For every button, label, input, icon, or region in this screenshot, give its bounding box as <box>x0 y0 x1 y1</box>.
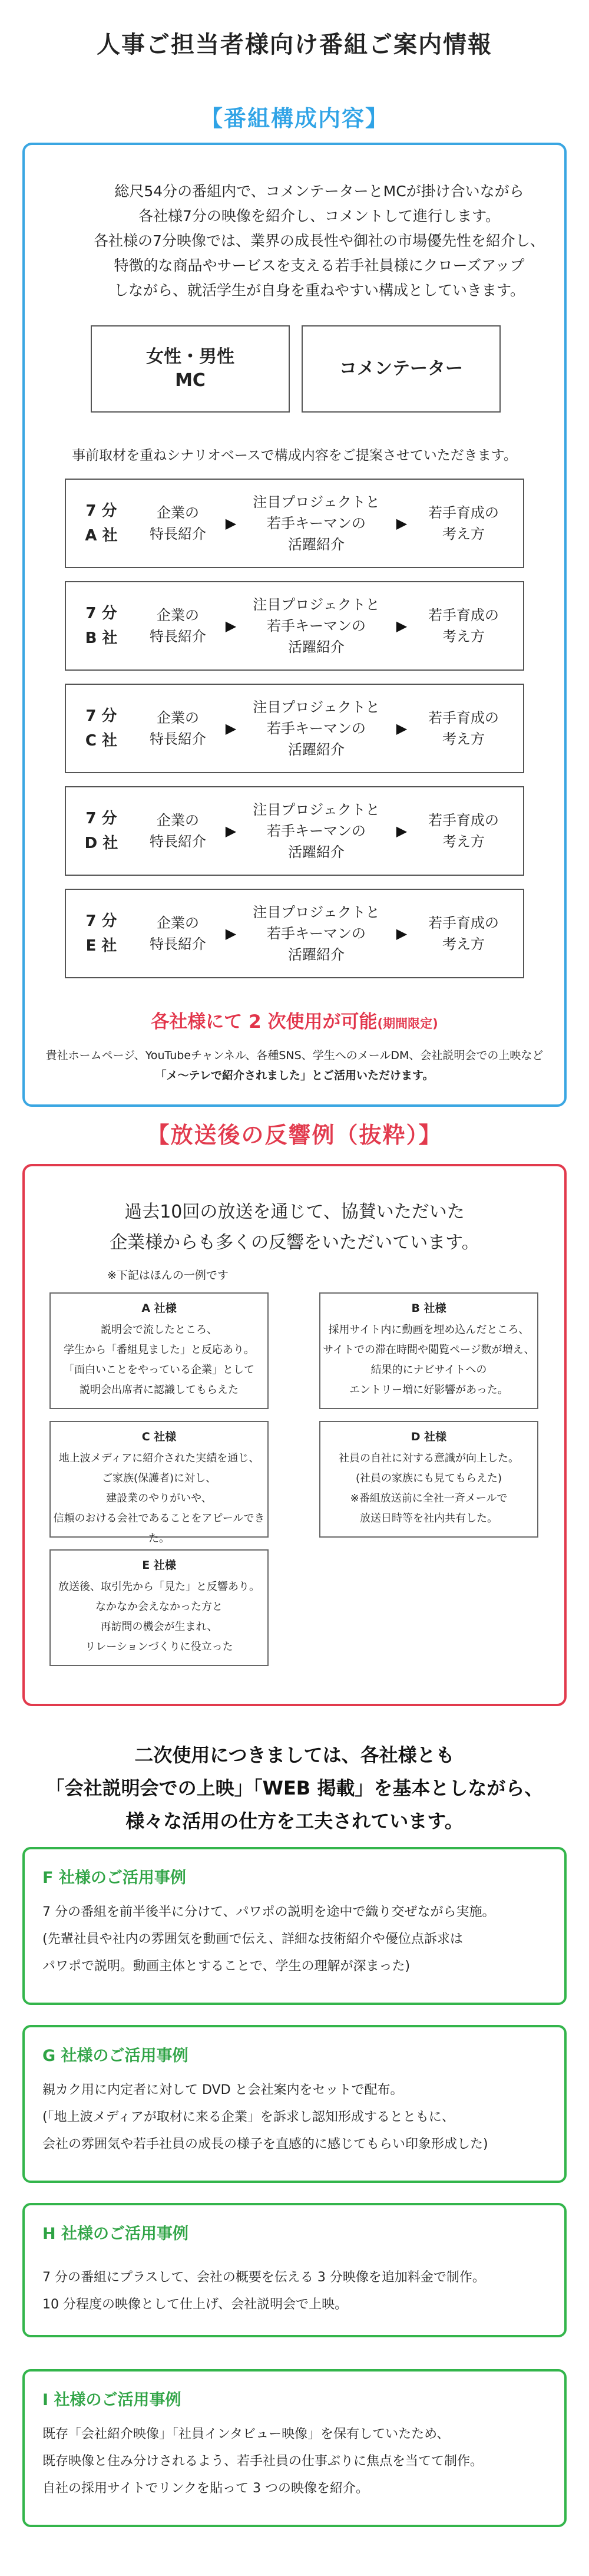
segment-step-project: 注目プロジェクトと 若手キーマンの 活躍紹介 <box>253 904 380 963</box>
case-line: (「地上波メディアが取材に来る企業」を訴求し認知形成するとともに、 <box>42 2110 455 2125</box>
reaction-text: 採用サイト内に動画を埋め込んだところ、 サイトでの滞在時間や閲覧ページ数が増え、 結果的にナビサイトへの エントリー増に好影響があった。 <box>323 1324 535 1396</box>
structure-box <box>22 143 567 1107</box>
structure-heading: 【番組構成内容】 <box>200 105 389 131</box>
arrow-right-icon: ▶ <box>225 925 237 942</box>
segment-company: 7 分 E 社 <box>85 912 117 955</box>
segment-step-feature: 企業の 特長紹介 <box>150 812 206 850</box>
segment-row <box>65 684 524 773</box>
case-line: 7 分の番組を前半後半に分けて、パワポの説明を途中で織り交ぜながら実施。 <box>42 1905 495 1919</box>
segment-step-feature: 企業の 特長紹介 <box>150 915 206 952</box>
reaction-text: 社員の自社に対する意識が向上した。 (社員の家族にも見てもらえた) ※番組放送前に全社一斉メールで 放送日時等を社内共有した。 <box>339 1452 519 1525</box>
segment-step-training: 若手育成の 考え方 <box>428 915 499 952</box>
case-line: 自社の採用サイトでリンクを貼って 3 つの映像を紹介。 <box>42 2481 369 2496</box>
segment-row <box>65 581 524 671</box>
reaction-card <box>49 1549 269 1666</box>
arrow-right-icon: ▶ <box>396 720 408 737</box>
commentator-box: コメンテーター <box>302 325 501 413</box>
reaction-text: 地上波メディアに紹介された実績を通じ、 ご家族(保護者)に対し、 建設業のやりがいや、 信頼のおける会社であることをアピールできた。 <box>53 1452 265 1545</box>
closing-line: 様々な活用の仕方を工夫されています。 <box>125 1810 464 1832</box>
reactions-note: ※下記はほんの一例です <box>107 1269 229 1282</box>
segment-step-project: 注目プロジェクトと 若手キーマンの 活躍紹介 <box>253 699 380 758</box>
segment-step-project: 注目プロジェクトと 若手キーマンの 活躍紹介 <box>253 494 380 553</box>
reaction-company: E 社様 <box>142 1559 176 1572</box>
reuse-note <box>25 1045 564 1086</box>
arrow-right-icon: ▶ <box>225 618 237 634</box>
reaction-company: B 社様 <box>411 1302 446 1315</box>
reuse-period: (期間限定) <box>377 1017 438 1031</box>
reactions-lead <box>25 1197 564 1258</box>
closing-line: 二次使用につきましては、各社様とも <box>134 1744 455 1766</box>
reaction-card <box>319 1421 538 1538</box>
segment-step-feature: 企業の 特長紹介 <box>150 710 206 747</box>
case-line: 既存映像と住み分けされるよう、若手社員の仕事ぶりに焦点を当てて制作。 <box>42 2454 484 2469</box>
case-box <box>22 1847 567 2005</box>
arrow-right-icon: ▶ <box>396 618 408 634</box>
case-line: 10 分程度の映像として仕上げ、会社説明会で上映。 <box>42 2297 348 2312</box>
case-title: G 社様のご活用事例 <box>42 2047 188 2065</box>
reactions-lead-line: 企業様からも多くの反響をいただいています。 <box>110 1232 479 1253</box>
arrow-right-icon: ▶ <box>396 515 408 532</box>
reuse-note-line: 貴社ホームページ、YouTubeチャンネル、各種SNS、学生へのメールDM、会社説明会での上映など <box>45 1049 544 1062</box>
reuse-headline <box>25 1007 564 1033</box>
segment-company: 7 分 A 社 <box>85 502 118 545</box>
case-title: F 社様のご活用事例 <box>42 1869 186 1887</box>
segment-company: 7 分 C 社 <box>85 707 118 750</box>
segment-step-training: 若手育成の 考え方 <box>428 607 499 645</box>
reaction-company: C 社様 <box>141 1430 177 1443</box>
segment-step-training: 若手育成の 考え方 <box>428 504 499 542</box>
case-box <box>22 2369 567 2527</box>
segment-step-feature: 企業の 特長紹介 <box>150 504 206 542</box>
page-title: 人事ご担当者様向け番組ご案内情報 <box>97 31 492 58</box>
segment-company: 7 分 B 社 <box>85 605 118 647</box>
case-line: 既存「会社紹介映像」「社員インタビュー映像」を保有していたため、 <box>42 2427 450 2442</box>
segment-row <box>65 889 524 978</box>
arrow-right-icon: ▶ <box>225 720 237 737</box>
reaction-card <box>49 1421 269 1545</box>
reaction-text: 説明会で流したところ、 学生から「番組見ました」と反応あり。 「面白いことをやっている企業」として 説明会出席者に認識してもらえた <box>64 1324 254 1396</box>
case-line: 会社の雰囲気や若手社員の成長の様子を直感的に感じてもらい印象形成した) <box>42 2137 488 2152</box>
segment-step-training: 若手育成の 考え方 <box>428 812 499 850</box>
structure-intro <box>84 179 555 303</box>
reaction-text: 放送後、取引先から「見た」と反響あり。 なかなか会えなかった方と 再訪問の機会が生まれ、 リレーションづくりに役立った <box>58 1581 260 1653</box>
mc-box: 女性・男性 MC <box>91 325 290 413</box>
case-title: H 社様のご活用事例 <box>42 2225 188 2243</box>
segment-company: 7 分 D 社 <box>84 810 118 852</box>
segment-row <box>65 786 524 876</box>
case-line: 親カク用に内定者に対して DVD と会社案内をセットで配布。 <box>42 2083 403 2097</box>
intro-line: しながら、就活学生が自身を重ねやすい構成としていきます。 <box>113 282 525 299</box>
reuse-main: 各社様にて 2 次使用が可能 <box>151 1011 378 1033</box>
segment-step-training: 若手育成の 考え方 <box>428 710 499 747</box>
case-line: (先輩社員や社内の雰囲気を動画で伝え、詳細な技術紹介や優位点訴求は <box>42 1932 463 1947</box>
segment-step-feature: 企業の 特長紹介 <box>150 607 206 645</box>
proposal-text: 事前取材を重ねシナリオベースで構成内容をご提案させていただきます。 <box>72 448 517 463</box>
intro-line: 総尺54分の番組内で、コメンテーターとMCが掛け合いながら <box>114 183 524 200</box>
reactions-heading: 【放送後の反響例（抜粋）】 <box>147 1122 442 1148</box>
reuse-note-line: 「メ～テレで紹介されました」とご活用いただけます。 <box>155 1069 434 1082</box>
case-box <box>22 2025 567 2183</box>
reactions-box <box>22 1164 567 1706</box>
closing-text <box>0 1739 589 1838</box>
arrow-right-icon: ▶ <box>396 823 408 839</box>
reactions-lead-line: 過去10回の放送を通じて、協賛いただいた <box>124 1202 465 1222</box>
reaction-company: D 社様 <box>411 1430 447 1443</box>
case-body <box>42 2077 555 2158</box>
case-body <box>42 1899 555 1980</box>
arrow-right-icon: ▶ <box>396 925 408 942</box>
intro-line: 特徴的な商品やサービスを支える若手社員様にクローズアップ <box>114 257 525 274</box>
closing-line: 「会社説明会での上映」「WEB 掲載」を基本としながら、 <box>45 1777 544 1799</box>
reaction-card <box>49 1292 269 1409</box>
case-line: パワポで説明。動画主体とすることで、学生の理解が深まった) <box>42 1959 411 1974</box>
case-box <box>22 2203 567 2337</box>
intro-line: 各社様の7分映像では、業界の成長性や御社の市場優先性を紹介し、 <box>94 232 545 249</box>
arrow-right-icon: ▶ <box>225 823 237 839</box>
segment-row <box>65 479 524 568</box>
case-title: I 社様のご活用事例 <box>42 2391 181 2409</box>
reaction-card <box>319 1292 538 1409</box>
reaction-company: A 社様 <box>141 1302 177 1315</box>
case-body <box>42 2264 555 2318</box>
arrow-right-icon: ▶ <box>225 515 237 532</box>
segment-step-project: 注目プロジェクトと 若手キーマンの 活躍紹介 <box>253 802 380 860</box>
intro-line: 各社様7分の映像を紹介し、コメントして進行します。 <box>138 207 500 225</box>
case-line: 7 分の番組にプラスして、会社の概要を伝える 3 分映像を追加料金で制作。 <box>42 2270 485 2285</box>
case-body <box>42 2421 555 2502</box>
segment-step-project: 注目プロジェクトと 若手キーマンの 活躍紹介 <box>253 596 380 655</box>
